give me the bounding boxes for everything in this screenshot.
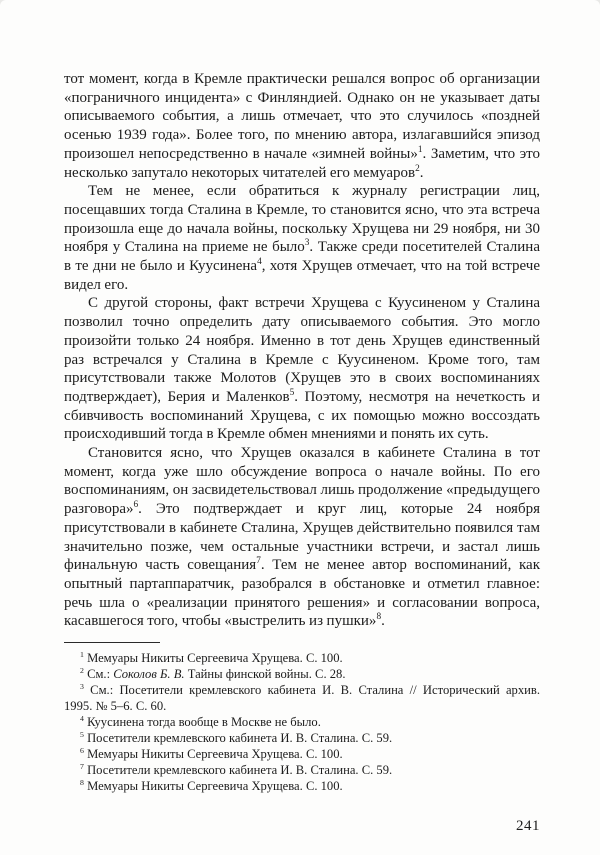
footnote-marker: 5 bbox=[80, 729, 84, 739]
footnotes-section bbox=[64, 642, 540, 794]
footnote: $^5$ Посетители кремлевского кабинета И. В. Сталина. С. 59. bbox=[80, 729, 393, 746]
footnote-marker: 6 bbox=[80, 745, 84, 755]
footnotes-list bbox=[64, 650, 540, 794]
footnote-ref: 7 bbox=[256, 556, 261, 567]
footnote-ref: 6 bbox=[133, 500, 139, 511]
body-text bbox=[64, 70, 540, 631]
paragraph: Тем не менее, если обратиться к журналу регистрации лиц, посещавших тогда Сталина в Кремле, то становится ясно, что эта встреча произошла еще до начала войны, поскольку Хрущева ни 29 ноября, ни 30 ноября у Сталина на приеме не было$^3$. Также среди посетителей Сталина в те дни не было и Куусинена$^4$, хотя Хрущев отмечает, что на той встрече видел его. bbox=[64, 183, 540, 293]
footnote-ref: 4 bbox=[257, 257, 262, 268]
paragraph: Становится ясно, что Хрущев оказался в кабинете Сталина в тот момент, когда уже шло обсуждение вопроса о начале войны. По его воспоминаниям, он засвидетельствовал лишь продолжение «предыдущего разговора»$^6$. Это подтверждает и круг лиц, которые 24 ноября присутствовали в кабинете Сталина, Хрущев действительно появился там значительно позже, чем остальные участники встречи, и застал лишь финальную часть совещания$^7$. Тем не менее автор воспоминаний, как опытный партаппаратчик, разобрался в обстановке и отметил главное: речь шла о «реализации принятого решения» и согласовании вопроса, касавшегося того, чтобы «выстрелить из пушки»$^8$. bbox=[64, 445, 541, 630]
footnote: $^7$ Посетители кремлевского кабинета И. В. Сталина. С. 59. bbox=[80, 761, 393, 778]
footnote: $^3$ См.: Посетители кремлевского кабинета И. В. Сталина // Исторический архив. 1995. № 5–6. С. 60. bbox=[64, 681, 540, 714]
page-number: 241 bbox=[516, 818, 540, 834]
footnote: $^6$ Мемуары Никиты Сергеевича Хрущева. С. 100. bbox=[80, 745, 343, 762]
footnote-marker: 8 bbox=[80, 777, 84, 787]
paragraph: С другой стороны, факт встречи Хрущева с Куусиненом у Сталина позволил точно определить дату описываемого события. Это могло произойти только 24 ноября. Именно в тот день Хрущев единственный раз встречался у Сталина в Кремле с Куусиненом. Кроме того, там присутствовали также Молотов (Хрущев это в своих воспоминаниях подтверждает), Берия и Маленков$^5$. Поэтому, несмотря на нечеткость и сбивчивость воспоминаний Хрущева, с их помощью можно воссоздать происходивший тогда в Кремле обмен мнениями и понять их суть. bbox=[64, 295, 540, 443]
footnote-ref: 5 bbox=[289, 387, 295, 398]
footnote-marker: 7 bbox=[80, 761, 84, 771]
footnote-separator-rule bbox=[64, 642, 160, 643]
footnote-marker: 1 bbox=[80, 649, 84, 659]
paragraph: тот момент, когда в Кремле практически решался вопрос об организации «пограничного инцидента» с Финляндией. Однако он не указывает даты описываемого события, а лишь отмечает, что это случилось «поздней осенью 1939 года». Более того, по мнению автора, излагавшийся эпизод произошел непосредственно в начале «зимней войны»$^1$. Заметим, что это несколько запутало некоторых читателей его мемуаров$^2$. bbox=[64, 71, 540, 181]
footnote-marker: 3 bbox=[80, 681, 84, 691]
footnote-marker: 4 bbox=[80, 713, 84, 723]
footnote-marker: 2 bbox=[80, 665, 84, 675]
footnote-ref: 3 bbox=[304, 238, 310, 249]
footnote-ref: 1 bbox=[417, 144, 423, 155]
footnote: $^4$ Куусинена тогда вообще в Москве не было. bbox=[80, 713, 321, 730]
footnote: $^2$ См.: Соколов Б. В. Тайны финской войны. С. 28. bbox=[80, 665, 346, 682]
footnote: $^1$ Мемуары Никиты Сергеевича Хрущева. С. 100. bbox=[80, 649, 343, 666]
footnote: $^8$ Мемуары Никиты Сергеевича Хрущева. С. 100. bbox=[80, 777, 343, 794]
footnote-ref: 2 bbox=[415, 163, 420, 174]
footnote-ref: 8 bbox=[376, 612, 382, 623]
footnote-author-italic: Соколов Б. В. bbox=[113, 667, 185, 682]
